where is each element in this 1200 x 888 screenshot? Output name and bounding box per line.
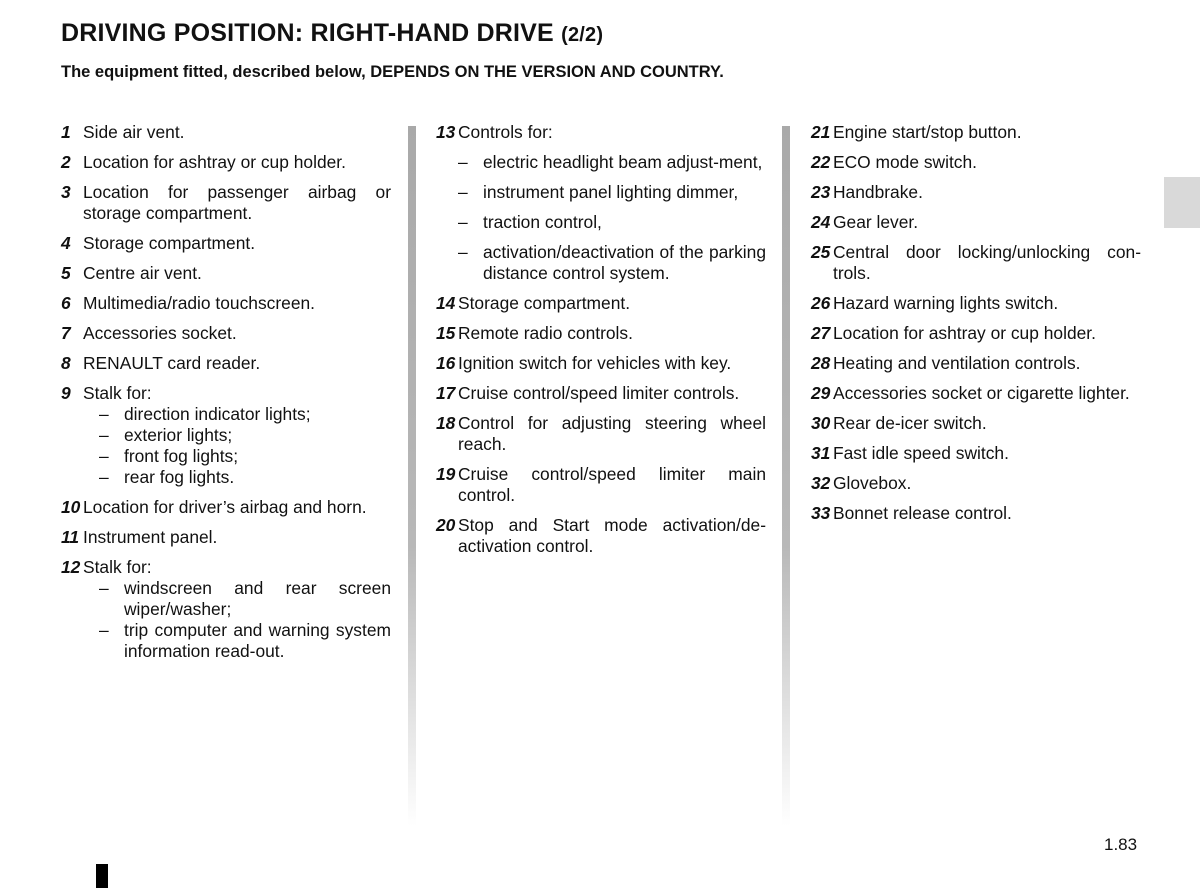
sub-item-text: instrument panel lighting dimmer, [483,182,739,202]
sub-item-text: direction indicator lights; [124,404,311,424]
list-item [436,464,766,506]
item-number: 32 [811,473,831,493]
item-number: 24 [811,212,831,232]
list-item [436,323,766,344]
item-text: Control for adjusting steering wheel reach. [458,413,766,454]
item-number: 17 [436,383,456,403]
item-text: Hazard warning lights switch. [833,293,1059,313]
item-number: 14 [436,293,456,313]
item-text: Glovebox. [833,473,912,493]
list-item [61,353,391,374]
item-text: Heating and ventilation controls. [833,353,1081,373]
sub-item [99,425,391,446]
list-item [811,443,1141,464]
item-text: Fast idle speed switch. [833,443,1009,463]
item-number: 15 [436,323,456,343]
list-item [61,293,391,314]
column-1 [61,122,391,662]
sub-item [458,152,766,173]
item-text: ECO mode switch. [833,152,977,172]
sub-item-text: exterior lights; [124,425,233,445]
list-item [61,182,391,224]
item-number: 30 [811,413,831,433]
sub-item-text: trip computer and warning system information read-out. [124,620,391,661]
page-subtitle: The equipment fitted, described below, DEPENDS ON THE VERSION AND COUNTRY. [61,63,724,81]
list-item [61,152,391,173]
item-text: Location for driver’s airbag and horn. [83,497,367,517]
list-item [436,353,766,374]
list-item [811,152,1141,173]
item-number: 20 [436,515,456,535]
item-text: Cruise control/speed limiter controls. [458,383,740,403]
item-text: Location for ashtray or cup holder. [83,152,346,172]
list-item [436,383,766,404]
sub-item-text: activation/deactivation of the parking distance control system. [483,242,766,283]
list-item [811,293,1141,314]
dash-bullet: – [458,182,468,202]
list-item [436,515,766,557]
item-text: Stop and Start mode activation/de-activation control. [458,515,766,556]
list-item [811,353,1141,374]
item-text: Engine start/stop button. [833,122,1022,142]
item-number: 21 [811,122,831,142]
item-number: 7 [61,323,71,343]
sub-item [99,446,391,467]
list-item [811,212,1141,233]
item-text: Accessories socket. [83,323,237,343]
item-text: Storage compartment. [83,233,256,253]
dash-bullet: – [99,467,109,487]
item-number: 3 [61,182,71,202]
item-text: Accessories socket or cigarette lighter. [833,383,1130,403]
list-item [61,323,391,344]
item-number: 10 [61,497,81,517]
item-number: 5 [61,263,71,283]
item-number: 27 [811,323,831,343]
list-item [811,182,1141,203]
item-number: 31 [811,443,831,463]
item-number: 4 [61,233,71,253]
list-item [436,293,766,314]
item-number: 1 [61,122,71,142]
item-number: 16 [436,353,456,373]
dash-bullet: – [99,620,109,640]
list-item [436,413,766,455]
sub-list [99,578,391,662]
item-number: 18 [436,413,456,433]
sub-item [99,467,391,488]
sub-item-text: electric headlight beam adjust-ment, [483,152,763,172]
page-title [61,19,603,48]
sub-item [99,620,391,662]
list-item [811,323,1141,344]
item-number: 29 [811,383,831,403]
item-number: 22 [811,152,831,172]
dash-bullet: – [458,242,468,262]
item-number: 6 [61,293,71,313]
list-item [811,473,1141,494]
item-text: Cruise control/speed limiter main control. [458,464,766,505]
column-separator [408,126,416,826]
item-text: Multimedia/radio touchscreen. [83,293,315,313]
item-text: Side air vent. [83,122,185,142]
sub-item-text: rear fog lights. [124,467,235,487]
sub-item-text: windscreen and rear screen wiper/washer; [124,578,391,619]
sub-item-text: traction control, [483,212,602,232]
list-item [811,383,1141,404]
item-number: 33 [811,503,831,523]
item-text: Storage compartment. [458,293,631,313]
item-number: 23 [811,182,831,202]
item-number: 26 [811,293,831,313]
sub-item [99,404,391,425]
dash-bullet: – [99,425,109,445]
list-item [811,242,1141,284]
sub-item [458,212,766,233]
dash-bullet: – [458,152,468,172]
list-item [436,122,766,284]
sub-list [99,404,391,488]
item-text: Remote radio controls. [458,323,633,343]
list-item [61,557,391,662]
column-2 [436,122,766,566]
item-number: 9 [61,383,71,403]
item-number: 28 [811,353,831,373]
column-separator [782,126,790,826]
item-number: 11 [61,527,80,547]
item-number: 25 [811,242,831,262]
list-item [61,122,391,143]
sub-item-text: front fog lights; [124,446,239,466]
section-tab-marker [1164,177,1200,228]
item-text: RENAULT card reader. [83,353,261,373]
item-text: Bonnet release control. [833,503,1012,523]
item-text: Stalk for: [83,383,152,403]
page-title-text: DRIVING POSITION: RIGHT-HAND DRIVE [61,19,554,47]
item-number: 2 [61,152,71,172]
item-number: 19 [436,464,456,484]
list-item [811,503,1141,524]
list-item [811,122,1141,143]
sub-item [458,182,766,203]
item-text: Rear de-icer switch. [833,413,987,433]
item-text: Handbrake. [833,182,923,202]
item-text: Central door locking/unlocking con-trols. [833,242,1141,283]
sub-item [99,578,391,620]
item-number: 13 [436,122,456,142]
dash-bullet: – [99,404,109,424]
dash-bullet: – [458,212,468,232]
item-text: Centre air vent. [83,263,202,283]
item-text: Gear lever. [833,212,919,232]
item-text: Stalk for: [83,557,152,577]
list-item [61,383,391,488]
page-title-suffix: (2/2) [561,24,604,46]
item-text: Location for ashtray or cup holder. [833,323,1096,343]
item-text: Instrument panel. [83,527,218,547]
column-3 [811,122,1141,533]
sub-list [458,152,766,284]
list-item [61,233,391,254]
page-number: 1.83 [1104,835,1138,854]
item-number: 12 [61,557,81,577]
crop-mark [96,864,108,888]
list-item [811,413,1141,434]
sub-item [458,242,766,284]
item-text: Ignition switch for vehicles with key. [458,353,732,373]
item-number: 8 [61,353,71,373]
list-item [61,263,391,284]
item-text: Location for passenger airbag or storage compartment. [83,182,391,223]
list-item [61,527,391,548]
item-text: Controls for: [458,122,553,142]
list-item [61,497,391,518]
dash-bullet: – [99,446,109,466]
dash-bullet: – [99,578,109,598]
